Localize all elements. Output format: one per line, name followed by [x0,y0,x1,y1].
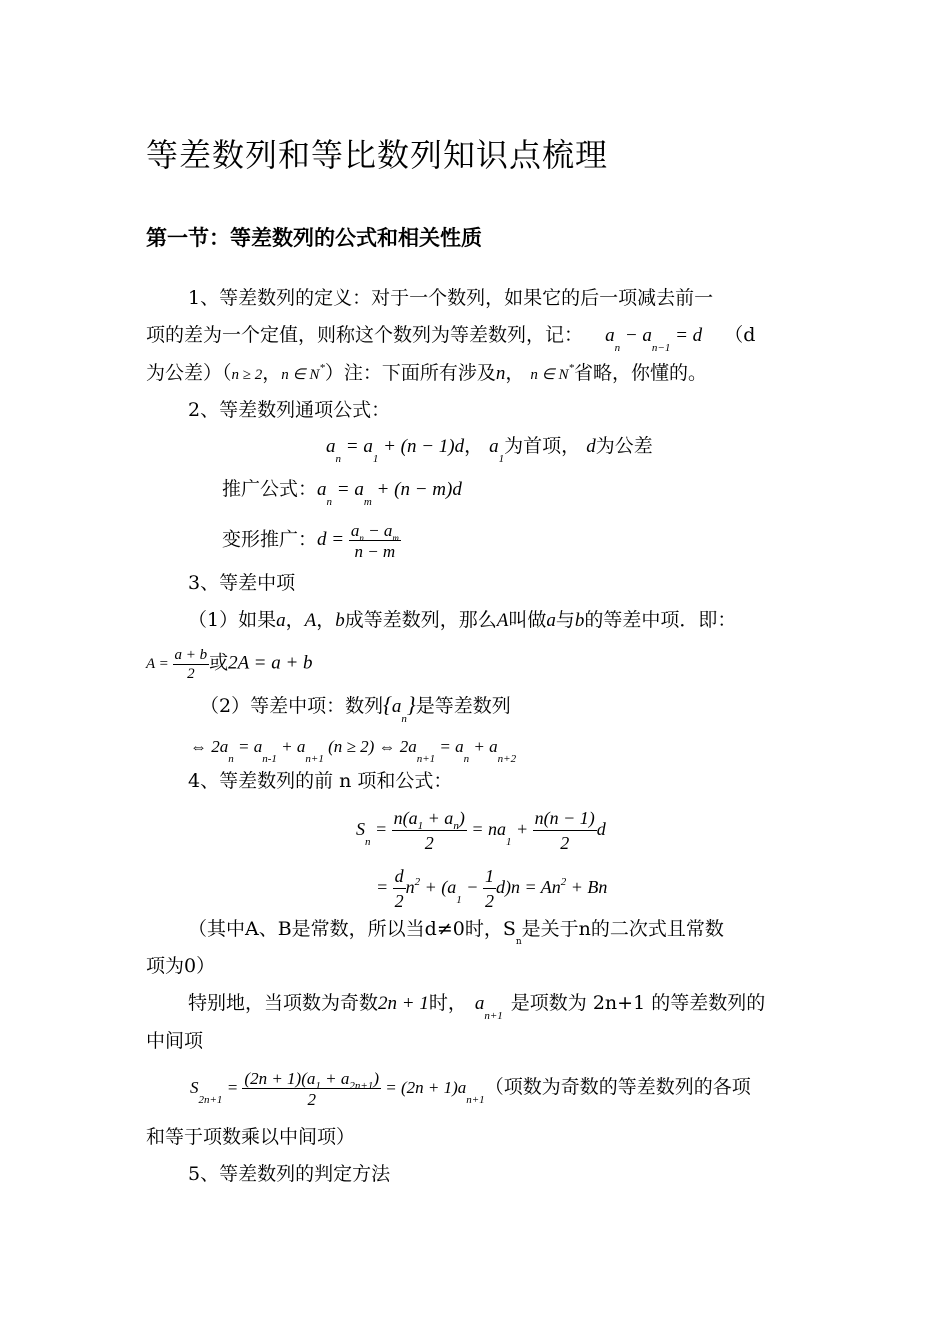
item1-text-d: 与 [555,609,575,631]
arith-mean-heading: 3、等差中项 [188,572,296,594]
definition-text-4: 省略，你懂的。 [573,362,707,384]
sum-note-line-1 [188,918,724,947]
odd-text-a: （项数为奇数的等差数列的各项 [484,1075,751,1098]
A-symbol-2: A [496,610,509,631]
item1-text-e: 的等差中项．即： [584,609,737,631]
special-line-1 [188,992,766,1022]
generalized-formula: $a_n = a_m + (n - m)d$ [317,479,462,508]
definition-text: 项的差为一个定值，则称这个数列为等差数列，记： [146,324,584,346]
section-heading: 第一节：等差数列的公式和相关性质 [146,226,482,250]
definition-line-2 [146,324,756,354]
mean-equivalence-line: ⇔ $2a_n = a_{n-1} + a_{n+1}$ (n ≥ 2) ⇔ $2a_{n+1} = a_n + a_{n+2}$ [190,737,517,765]
n-in-N-2: n ∈ N* [530,362,574,383]
sn-subscript: n [515,937,522,947]
first-term-label: 为首项， [504,435,581,457]
n-in-N: n ∈ N* [281,362,325,383]
odd-sum-formula: $S_{2n+1}$ = $\frac{(2n + 1)(a_1 + a_{2n+1})}{2}$ = $(2n + 1)a_{n+1}$ [190,1069,485,1109]
item2-text-a: （2）等差中项：数列 [200,695,384,717]
definition-line-3: 为公差）（n ≥ 2，n ∈ N*）注：下面所有涉及n， n ∈ N*省略，你懂的。 [146,362,707,384]
d-symbol: d [586,436,596,457]
special-text-c: 是项数为 2n+1 的等差数列的 [510,992,766,1014]
general-term-heading: 2、等差数列通项公式： [188,399,391,421]
item1-text-b: 成等差数列，那么 [344,609,497,631]
generalized-line [222,478,462,508]
common-diff-label: 为公差 [595,435,653,457]
definition-line-1: 1、等差数列的定义：对于一个数列，如果它的后一项减去前一 [188,287,714,309]
item2-text-b: 是等差数列 [415,695,511,717]
page-title: 等差数列和等比数列知识点梳理 [146,136,609,174]
sum-formula-1: $S_n$ = $\frac{n(a_1 + a_n)}{2}$ = $na_1$ + $\frac{n(n - 1)}{2}$ d [356,808,606,853]
note-text-a: （其中A、B是常数，所以当d≠0时，S [188,918,516,940]
arith-mean-item-1: （1）如果a，A，b成等差数列，那么A叫做a与b的等差中项．即： [188,609,737,631]
definition-text-2: 为公差）（ [146,362,232,384]
definition-formula: $a_n - a_{n-1} = d$ [605,325,703,354]
odd-sum-line [190,1070,751,1108]
note-text-b: 是关于n的二次式且常数 [521,918,724,940]
arith-mean-formula-line [146,648,313,682]
odd-sum-line-2: 和等于项数乘以中间项） [146,1126,356,1148]
special-text-b: 时， [428,992,467,1014]
general-term-formula: $a_n = a_1 + (n - 1)d$ [326,436,465,465]
variant-label: 变形推广： [222,528,318,551]
special-text-a: 特别地，当项数为奇数 [188,992,379,1014]
definition-tail: （d [724,324,756,346]
n-symbol: n [495,363,506,384]
sequence-an: $\{a_n\}$ [383,692,416,725]
variant-line [222,522,401,560]
mean-formula: A = $\frac{a + b}{2}$ [146,647,208,682]
definition-text-3: ）注：下面所有涉及 [324,362,496,384]
special-line-2: 中间项 [146,1030,204,1052]
general-term-line: $a_n = a_1 + (n - 1)d$， $a_1$为首项， d为公差 [326,435,653,465]
criteria-heading: 5、等差数列的判定方法 [188,1163,391,1185]
variant-formula: d = $\frac{a_n - a_m}{n - m}$ [317,521,399,561]
generalized-label: 推广公式： [222,478,318,500]
mean-formula-2: 2A = a + b [228,652,313,674]
sum-formula-2: = $\frac{d}{2}$ $n^2 + (a_1$ − $\frac{1}{2}$ $d)n = An^2 + Bn$ [376,866,608,911]
item1-text-c: 叫做 [508,609,547,631]
b-symbol: b [335,610,345,631]
sum-heading: 4、等差数列的前 n 项和公式： [188,770,453,792]
a1-symbol: $a_1$ [489,436,505,465]
a-symbol-2: a [546,610,556,631]
a-symbol: a [276,610,286,631]
sum-note-line-2: 项为0） [146,955,216,977]
arith-mean-item-2 [200,692,511,725]
A-symbol: A [304,610,317,631]
or-word: 或 [209,651,229,674]
two-n-plus-1: 2n + 1 [378,993,429,1014]
n-ge-2: n ≥ 2 [231,367,263,383]
item1-text-a: （1）如果 [188,609,277,631]
b-symbol-2: b [574,610,585,631]
a-n-plus-1: $a_{n+1}$ [474,993,503,1022]
